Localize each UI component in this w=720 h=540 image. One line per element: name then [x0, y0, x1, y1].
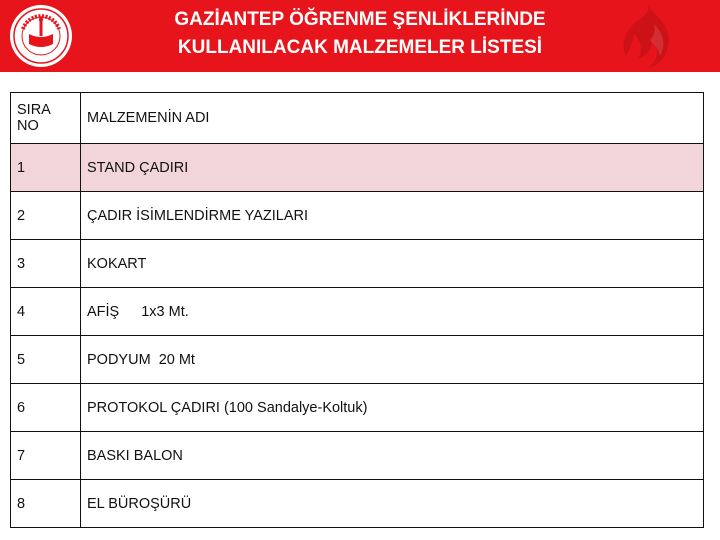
table-row	[11, 240, 704, 288]
row-no: 5	[11, 336, 81, 384]
table-row	[11, 480, 704, 528]
flame-icon	[618, 4, 684, 72]
title-banner	[0, 0, 720, 72]
header-no-line2: NO	[17, 118, 39, 134]
row-name-cell	[81, 288, 704, 336]
row-no: 7	[11, 432, 81, 480]
row-name: EL BÜROŞÜRÜ	[81, 480, 704, 528]
row-name: AFİŞ	[87, 303, 120, 320]
table-header-row	[11, 93, 704, 144]
row-no: 3	[11, 240, 81, 288]
row-no: 4	[11, 288, 81, 336]
row-name: PROTOKOL ÇADIRI (100 Sandalye-Koltuk)	[81, 384, 704, 432]
row-detail: 1x3 Mt.	[141, 303, 189, 320]
row-no: 1	[11, 144, 81, 192]
row-no: 2	[11, 192, 81, 240]
header-no	[11, 93, 81, 144]
table-row	[11, 288, 704, 336]
page-title	[100, 6, 620, 62]
row-no: 8	[11, 480, 81, 528]
table-row	[11, 192, 704, 240]
row-name: BASKI BALON	[81, 432, 704, 480]
header-no-line1: SIRA	[17, 102, 51, 118]
title-line-1: GAZİANTEP ÖĞRENME ŞENLİKLERİNDE	[174, 9, 546, 30]
table-row	[11, 144, 704, 192]
row-name: KOKART	[81, 240, 704, 288]
row-name: ÇADIR İSİMLENDİRME YAZILARI	[81, 192, 704, 240]
header-name: MALZEMENİN ADI	[81, 93, 704, 144]
table-row	[11, 432, 704, 480]
materials-table	[10, 92, 704, 528]
title-line-2: KULLANILACAK MALZEMELER LİSTESİ	[177, 37, 543, 58]
table-row	[11, 336, 704, 384]
ministry-seal-icon	[9, 4, 73, 68]
table-row	[11, 384, 704, 432]
row-no: 6	[11, 384, 81, 432]
row-name: STAND ÇADIRI	[81, 144, 704, 192]
row-name: PODYUM 20 Mt	[81, 336, 704, 384]
